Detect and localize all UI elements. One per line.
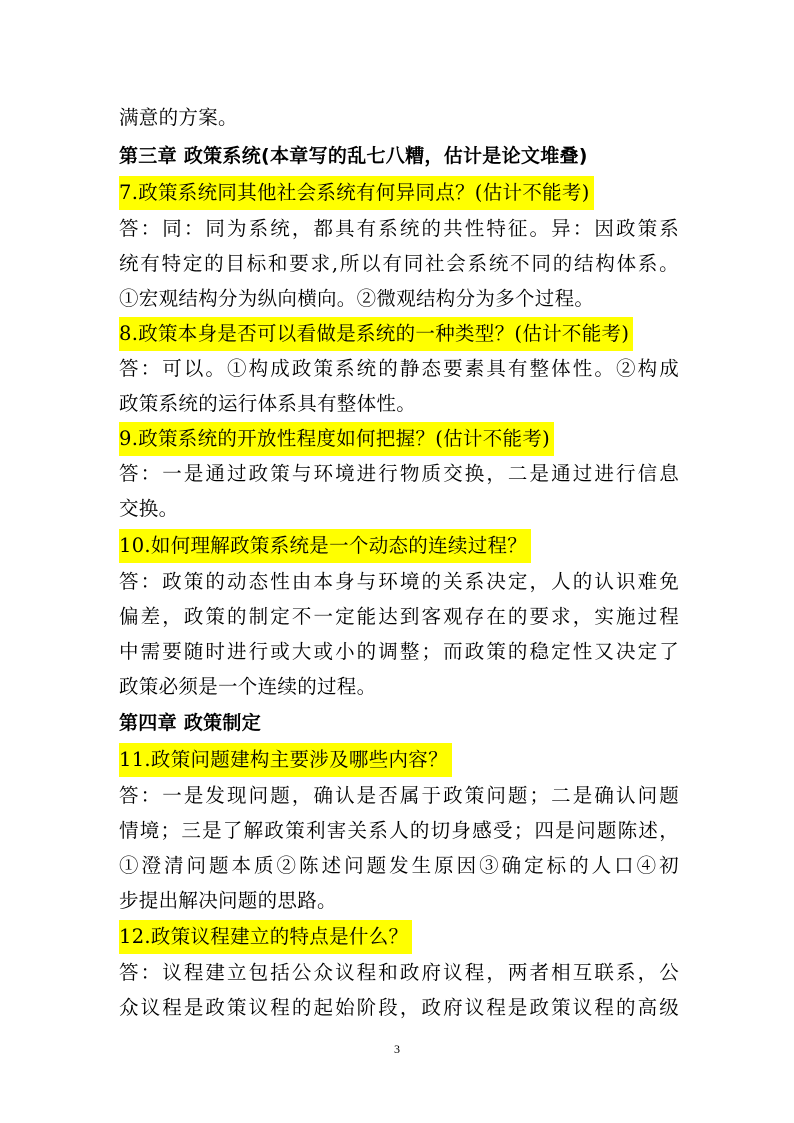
highlighted-question: 7.政策系统同其他社会系统有何异同点？(估计不能考) — [119, 176, 594, 210]
text-line: 政策必须是一个连续的过程。 — [119, 675, 377, 698]
question-line — [119, 317, 679, 351]
text-line: 答：同：同为系统，都具有系统的共性特征。异：因政策系 — [119, 217, 679, 240]
text-line: 众议程是政策议程的起始阶段，政府议程是政策议程的高级 — [119, 996, 679, 1019]
text-line: 答：可以。①构成政策系统的静态要素具有整体性。②构成 — [119, 357, 679, 380]
highlighted-question: 8.政策本身是否可以看做是系统的一种类型？(估计不能考) — [119, 317, 633, 351]
text-line: 答：议程建立包括公众议程和政府议程，两者相互联系，公 — [119, 961, 679, 984]
text-line: 中需要随时进行或大或小的调整；而政策的稳定性又决定了 — [119, 640, 679, 663]
question-line — [119, 920, 679, 954]
text-line: 情境；三是了解政策利害关系人的切身感受；四是问题陈述， — [119, 819, 679, 842]
text-line: 满意的方案。 — [119, 106, 238, 129]
chapter-heading: 第四章 政策制定 — [119, 712, 262, 734]
highlighted-question: 12.政策议程建立的特点是什么？ — [119, 920, 412, 954]
text-line: 答：一是通过政策与环境进行物质交换，二是通过进行信息 — [119, 462, 679, 485]
text-line: 交换。 — [119, 497, 179, 520]
text-line: ①宏观结构分为纵向横向。②微观结构分为多个过程。 — [119, 287, 595, 310]
text-line: 偏差，政策的制定不一定能达到客观存在的要求，实施过程 — [119, 605, 679, 628]
question-line — [119, 743, 679, 777]
text-line: 政策系统的运行体系具有整体性。 — [119, 392, 417, 415]
question-line — [119, 529, 679, 563]
text-line: 答：一是发现问题，确认是否属于政策问题；二是确认问题 — [119, 784, 679, 807]
page-number: 3 — [394, 1042, 400, 1056]
text-line: 步提出解决问题的思路。 — [119, 889, 337, 912]
chapter-heading: 第三章 政策系统(本章写的乱七八糟，估计是论文堆叠) — [119, 145, 588, 167]
text-line: 统有特定的目标和要求,所以有同社会系统不同的结构体系。 — [119, 252, 679, 275]
question-line — [119, 176, 679, 210]
text-line: 答：政策的动态性由本身与环境的关系决定，人的认识难免 — [119, 570, 679, 593]
question-line — [119, 422, 679, 456]
text-line: ①澄清问题本质②陈述问题发生原因③确定标的人口④初 — [119, 854, 679, 877]
highlighted-question: 11.政策问题建构主要涉及哪些内容？ — [119, 743, 452, 777]
highlighted-question: 10.如何理解政策系统是一个动态的连续过程？ — [119, 529, 531, 563]
highlighted-question: 9.政策系统的开放性程度如何把握？(估计不能考) — [119, 422, 554, 456]
